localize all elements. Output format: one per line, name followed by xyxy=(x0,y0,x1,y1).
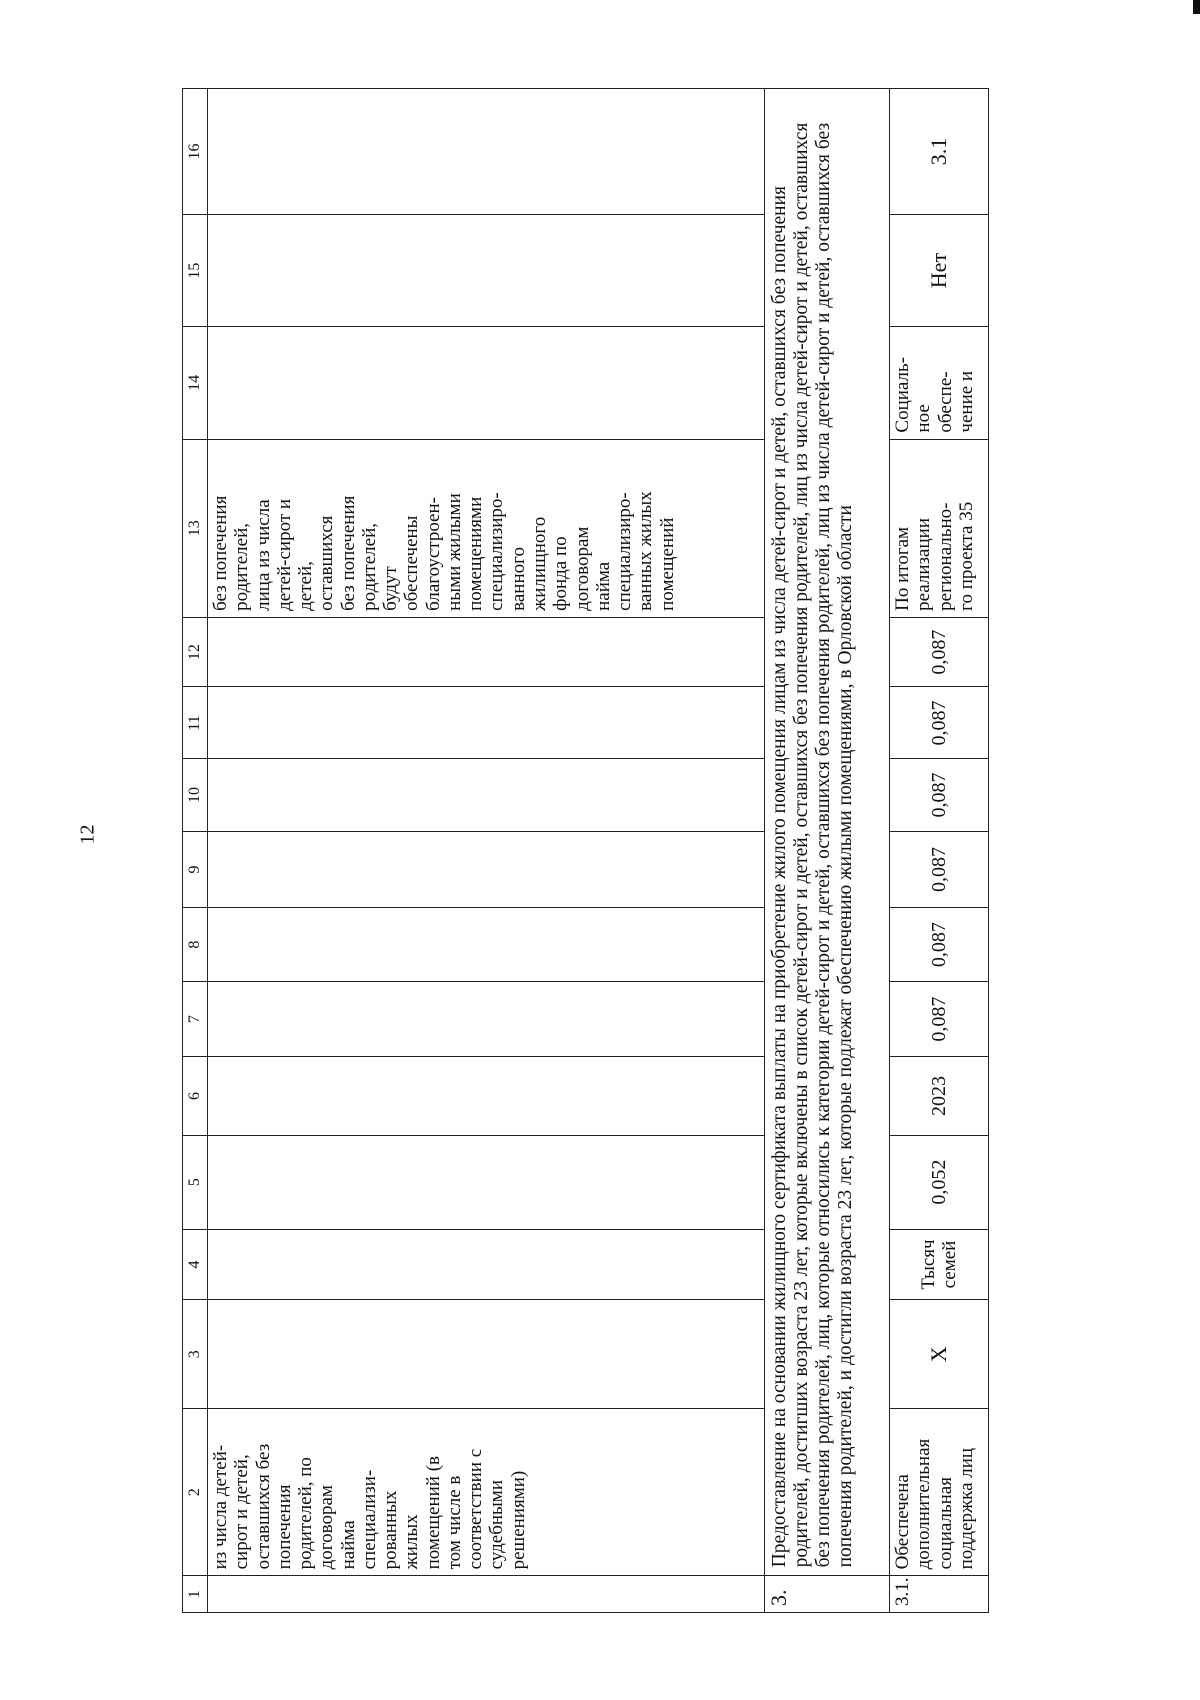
rotated-table-area xyxy=(182,88,982,1613)
text-line: помещениями xyxy=(465,496,487,611)
text-line: чение и xyxy=(955,370,977,433)
text-line: социальная xyxy=(934,1477,956,1570)
cell-base-year: 2023 xyxy=(890,1057,989,1135)
cell-empty xyxy=(208,327,765,439)
text-line: По итогам xyxy=(892,526,913,611)
text-line: специализи- xyxy=(358,1469,380,1570)
cell-empty xyxy=(208,1057,765,1135)
scan-corner-mark xyxy=(1193,0,1200,14)
text-line: без попечения xyxy=(337,495,359,611)
col-num-11: 11 xyxy=(183,687,208,759)
text-line: регионально- xyxy=(934,502,956,611)
text-line: лица из числа xyxy=(252,499,274,611)
cell-empty xyxy=(208,759,765,831)
text-line: родителей, по xyxy=(295,1457,317,1570)
text-line: рованных xyxy=(380,1490,402,1570)
cell-empty xyxy=(208,214,765,326)
text-line: реализации xyxy=(913,518,935,611)
col-num-6: 6 xyxy=(183,1057,208,1135)
page-number: 12 xyxy=(76,824,99,845)
text-line: сирот и детей, xyxy=(231,1454,253,1570)
text-line: Обеспечена xyxy=(892,1474,913,1570)
text-line: попечения xyxy=(273,1484,295,1570)
column-number-row xyxy=(183,89,208,1613)
text-line: без попечения xyxy=(210,495,231,611)
text-line: Социаль- xyxy=(892,356,913,433)
col-num-9: 9 xyxy=(183,831,208,908)
cell-value: 0,087 xyxy=(890,759,989,831)
row-number: 3.1. xyxy=(890,1576,989,1613)
section-3-row xyxy=(765,89,890,1613)
col-num-5: 5 xyxy=(183,1135,208,1229)
text-line: жилых xyxy=(401,1514,423,1570)
cell-indicator-text xyxy=(890,1409,989,1576)
col-num-8: 8 xyxy=(183,908,208,981)
col-num-13: 13 xyxy=(183,439,208,617)
text-line: соответствии с xyxy=(465,1448,487,1570)
cell-result-text xyxy=(208,439,765,617)
cell-empty xyxy=(208,981,765,1057)
text-line: договорам xyxy=(571,526,593,611)
text-line: специализиро- xyxy=(486,492,508,611)
text-line: жилищного xyxy=(528,516,550,611)
text-line: том числе в xyxy=(443,1475,465,1570)
text-line: специализиро- xyxy=(614,492,636,611)
section-number: 3. xyxy=(765,1576,890,1613)
cell-empty xyxy=(208,1576,765,1613)
cell-indicator-text xyxy=(208,1409,765,1576)
text-line: родителей, xyxy=(231,523,253,611)
cell-empty xyxy=(208,687,765,759)
text-line: найма xyxy=(592,561,614,611)
col-num-4: 4 xyxy=(183,1229,208,1300)
text-line: договорам xyxy=(316,1485,338,1570)
col-num-15: 15 xyxy=(183,214,208,326)
cell-ref: 3.1 xyxy=(890,89,989,215)
col-num-1: 1 xyxy=(183,1576,208,1613)
cell-empty xyxy=(208,89,765,215)
table-row-3-1 xyxy=(890,89,989,1613)
cell-empty xyxy=(208,908,765,981)
col-num-2: 2 xyxy=(183,1409,208,1576)
text-line: семей xyxy=(939,1240,960,1289)
cell-value: 0,087 xyxy=(890,831,989,908)
cell-category xyxy=(890,327,989,439)
text-line: ванного xyxy=(507,547,529,611)
cell-empty xyxy=(208,1135,765,1229)
text-line: благоустроен- xyxy=(422,497,444,611)
text-line: обеспечены xyxy=(401,515,423,611)
cell-flag: Нет xyxy=(890,214,989,326)
text-line: помещений xyxy=(656,517,678,611)
text-line: из числа детей- xyxy=(210,1444,231,1570)
cell-value: 0,087 xyxy=(890,687,989,759)
text-line: будут xyxy=(380,566,402,611)
text-line: детей-сирот и xyxy=(273,498,295,611)
cell-empty xyxy=(208,1300,765,1409)
cell-empty xyxy=(208,831,765,908)
col-num-10: 10 xyxy=(183,759,208,831)
cell-value: 0,087 xyxy=(890,981,989,1057)
text-line: го проекта 35 xyxy=(955,501,977,611)
cell-value: 0,087 xyxy=(890,908,989,981)
text-line: обеспе- xyxy=(934,371,956,433)
col-num-14: 14 xyxy=(183,327,208,439)
cell-empty xyxy=(208,617,765,687)
text-line: ванных жилых xyxy=(635,491,657,611)
rotated-table-wrapper xyxy=(182,88,982,1613)
text-line: судебными xyxy=(486,1479,508,1570)
cell-result-text xyxy=(890,439,989,617)
cell-base-value: 0,052 xyxy=(890,1135,989,1229)
indicator-table xyxy=(182,88,989,1613)
cell-level: X xyxy=(890,1300,989,1409)
text-line: дополнительная xyxy=(913,1438,935,1570)
section-title: Предоставление на основании жилищного сертификата выплаты на приобретение жилого помещения лицам из числа детей-сирот и детей, оставшихся без попечения родителей, достигших возраста 23 лет, которые включены в список детей-сирот и детей, оставшихся без попечения родителей, лиц из числа детей-сирот и детей, оставшихся без попечения родителей, лиц, которые относились к категории детей-сирот и детей, оставшихся без попечения родителей, лиц из числа детей-сирот и детей, оставшихся без попечения родителей, и достигли возраста 23 лет, которые подлежат обеспечению жилыми помещениями, в Орловской области xyxy=(765,89,890,1576)
text-line: оставшихся xyxy=(316,515,338,611)
col-num-16: 16 xyxy=(183,89,208,215)
col-num-3: 3 xyxy=(183,1300,208,1409)
text-line: оставшихся без xyxy=(252,1443,274,1570)
text-line: детей, xyxy=(295,561,317,611)
text-line: поддержка лиц xyxy=(955,1447,977,1570)
text-line: Тысяч xyxy=(917,1239,939,1290)
text-line: помещений (в xyxy=(422,1455,444,1570)
text-line: родителей, xyxy=(358,523,380,611)
text-line: фонда по xyxy=(550,536,572,611)
text-line: найма xyxy=(337,1520,359,1570)
text-line: решениями) xyxy=(507,1470,529,1570)
cell-unit xyxy=(890,1229,989,1300)
col-num-7: 7 xyxy=(183,981,208,1057)
text-line: ными жилыми xyxy=(443,493,465,611)
cell-value: 0,087 xyxy=(890,617,989,687)
cell-empty xyxy=(208,1229,765,1300)
text-line: ное xyxy=(913,404,935,433)
col-num-12: 12 xyxy=(183,617,208,687)
table-row-continuation xyxy=(208,89,765,1613)
